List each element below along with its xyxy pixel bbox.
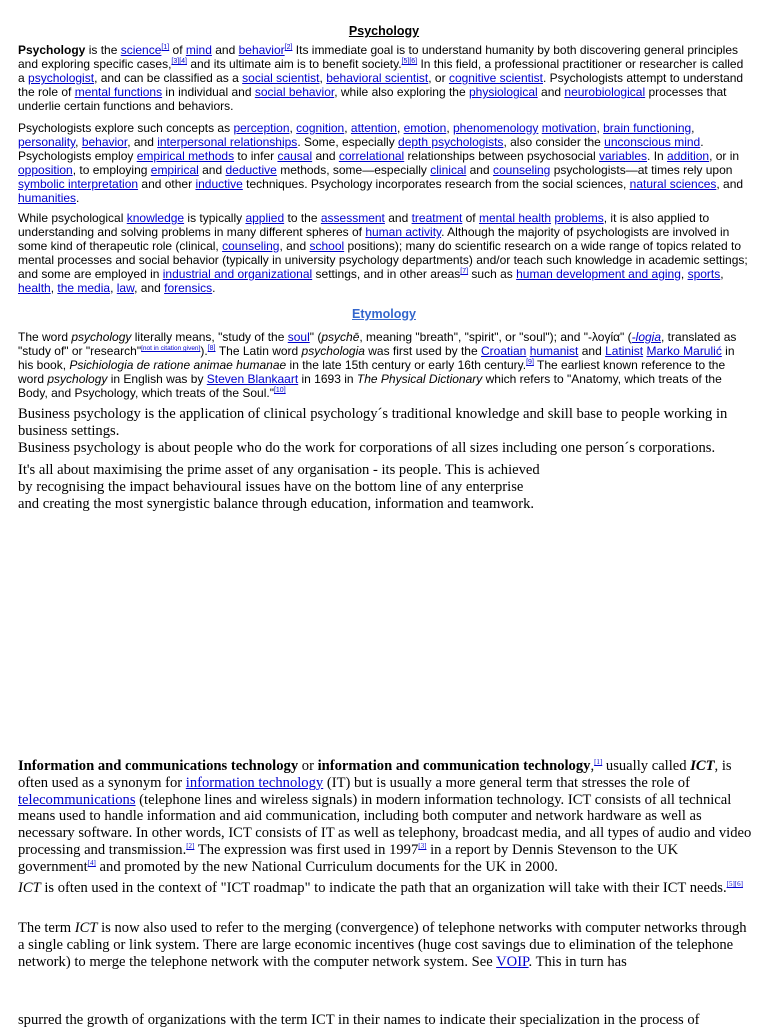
link-personality[interactable]: personality [18, 135, 76, 149]
text: positions); many do scientific research on a wide range of topics related to mental processes and social behavior (typically in university psychology departments) and/or teach such knowledge in academic settings; and some are employed in [18, 239, 748, 281]
link-soul[interactable]: soul [287, 330, 310, 344]
text: or [298, 758, 318, 774]
text: , and [716, 177, 744, 191]
link-clinical[interactable]: clinical [430, 163, 467, 177]
text: by recognising the impact behavioural issues have on the bottom line of any enterprise [18, 478, 524, 495]
text: psychology [47, 372, 108, 386]
text: It's all about maximising the prime asset of any organisation - its people. This is achieved [18, 462, 540, 478]
link-correlational[interactable]: correlational [338, 149, 405, 163]
link-unconscious-mind[interactable]: unconscious mind [604, 135, 701, 149]
text: , to employing [72, 163, 151, 177]
text: is now also used to refer to the merging (convergence) of telephone networks with computer networks through a single cabling or link system. There are large economic incentives (huge cost savings due to elimination of the telephone network) to merge the telephone network with the computer network system. See [18, 920, 747, 970]
text: . Psychologists employ [18, 135, 704, 163]
citation[interactable]: [2] [284, 44, 293, 51]
text: and [466, 163, 493, 177]
citation[interactable]: [4] [87, 858, 96, 867]
link-motivation[interactable]: motivation [541, 121, 597, 135]
link-humanist[interactable]: humanist [529, 344, 579, 358]
text: , or [428, 71, 449, 85]
link-addition[interactable]: addition [667, 149, 710, 163]
text: ICT [690, 758, 715, 774]
link-causal[interactable]: causal [277, 149, 313, 163]
link-behavioral-scientist[interactable]: behavioral scientist [326, 71, 429, 85]
text: relationships between psychosocial [404, 149, 599, 163]
text: , is often used as a synonym for [18, 758, 732, 791]
link-mind[interactable]: mind [185, 43, 212, 57]
citation[interactable]: [3] [418, 842, 427, 851]
business-psychology-paragraph [18, 406, 752, 456]
link-problems[interactable]: problems [554, 211, 604, 225]
text: , [691, 121, 695, 135]
text: Information and communications technology [18, 758, 299, 774]
term-psychology: Psychology [18, 43, 86, 57]
text: and [537, 85, 565, 99]
text: . This in turn has [528, 953, 627, 970]
text: spurred the growth of organizations with the term ICT in their names to indicate their specialization in the process of [18, 1012, 700, 1028]
text: , also consider the [503, 135, 605, 149]
link-emotion[interactable]: emotion [403, 121, 447, 135]
text: ). [200, 344, 208, 358]
citation[interactable]: [3][4] [171, 58, 187, 65]
link-opposition[interactable]: opposition [18, 163, 73, 177]
link-marko-marulic[interactable]: Marko Marulić [646, 344, 722, 358]
link-voip[interactable]: VOIP [496, 953, 529, 970]
text: , or in [709, 149, 740, 163]
citation[interactable]: [5][6] [401, 58, 418, 65]
text: in English was by [107, 372, 207, 386]
text: of [462, 211, 479, 225]
text: in the late 15th century or early 16th century. [286, 358, 527, 372]
text: and [578, 344, 606, 358]
link-information-technology[interactable]: information technology [185, 774, 324, 791]
text: , and [134, 281, 165, 295]
ict-continuation-line [18, 1012, 752, 1029]
etymology-paragraph [18, 330, 752, 400]
ict-roadmap-paragraph [18, 880, 752, 897]
text: The expression was first used in 1997 [194, 841, 419, 858]
text: , [446, 121, 453, 135]
text: methods, some—especially [276, 163, 431, 177]
text: in individual and [162, 85, 255, 99]
text: (telephone lines and wireless signals) in modern information technology. ICT consists of all technical means used to handle information and aid communication, including both computer and network hardware as well as necessary software. In other words, ICT consists of IT as well as telephony, broadcast media, and all types of audio and video processing and transmission. [18, 791, 752, 858]
text: psychologia [301, 344, 365, 358]
text: in a report by Dennis Stevenson to the UK government [18, 841, 679, 875]
text: , [289, 121, 297, 135]
link-empirical-methods[interactable]: empirical methods [136, 149, 235, 163]
text: and [312, 149, 339, 163]
link-health[interactable]: health [18, 281, 51, 295]
link-symbolic-interpretation[interactable]: symbolic interpretation [18, 177, 139, 191]
text: , and can be classified as a [94, 71, 243, 85]
link-telecommunications[interactable]: telecommunications [18, 791, 136, 808]
text: and [211, 43, 239, 57]
text: and its ultimate aim is to benefit society. [187, 57, 402, 71]
link-sports[interactable]: sports [687, 267, 721, 281]
link-forensics[interactable]: forensics [164, 281, 213, 295]
text: was first used by the [364, 344, 481, 358]
link-interpersonal-relationships[interactable]: interpersonal relationships [157, 135, 298, 149]
text: of [169, 43, 186, 57]
text: The word [18, 330, 72, 344]
text: settings, and in other areas [312, 267, 461, 281]
text: , [110, 281, 117, 295]
text: to the [284, 211, 321, 225]
text: . Psychologists attempt to understand the role of [18, 71, 744, 99]
organisation-paragraph [18, 462, 752, 512]
link-behavior[interactable]: behavior [238, 43, 285, 57]
link-school[interactable]: school [309, 239, 345, 253]
link-counseling[interactable]: counseling [492, 163, 551, 177]
link-latinist[interactable]: Latinist [605, 344, 644, 358]
text: which refers to "Anatomy, which treats of the Body, and Psychology, which treats of the Soul." [18, 372, 722, 400]
text: , [396, 121, 404, 135]
text: , it is also applied to understanding and solving problems in many different spheres of [18, 211, 710, 239]
text: is typically [184, 211, 246, 225]
text: , [590, 758, 595, 774]
link-empirical[interactable]: empirical [150, 163, 199, 177]
text: and other [138, 177, 196, 191]
link-industrial-organizational[interactable]: industrial and organizational [162, 267, 313, 281]
text: . Although the majority of psychologists are involved in some kind of therapeutic role (clinical, [18, 225, 730, 253]
citation[interactable]: [9] [526, 359, 534, 366]
text: and [198, 163, 226, 177]
text: Psichiologia de ratione animae humanae [69, 358, 287, 372]
text: , [344, 121, 351, 135]
text: . [212, 281, 216, 295]
citation[interactable]: [8] [207, 345, 216, 352]
citation[interactable]: [2] [186, 842, 195, 851]
text: and promoted by the new National Curriculum documents for the UK in 2000. [95, 858, 558, 875]
citation[interactable]: [7] [460, 268, 469, 275]
text: , and [279, 239, 310, 253]
link-mental-functions[interactable]: mental functions [74, 85, 163, 99]
text: , [50, 281, 58, 295]
text: psychē [321, 330, 360, 344]
link-steven-blankaart[interactable]: Steven Blankaart [206, 372, 299, 386]
text: and creating the most synergistic balance through education, information and teamwork. [18, 495, 535, 512]
text: In this field, a professional practitioner or researcher is called a [18, 57, 744, 85]
link-natural-sciences[interactable]: natural sciences [629, 177, 717, 191]
link-law[interactable]: law [116, 281, 135, 295]
link-variables[interactable]: variables [599, 149, 648, 163]
applications-paragraph [18, 211, 752, 295]
link-the-media[interactable]: the media [57, 281, 111, 295]
citation[interactable]: [5][6] [726, 880, 743, 889]
link-human-activity[interactable]: human activity [365, 225, 442, 239]
link-attention[interactable]: attention [350, 121, 397, 135]
ict-convergence-paragraph [18, 920, 752, 970]
link-logia[interactable]: -logia [631, 330, 662, 344]
text: to infer [234, 149, 278, 163]
text: Its immediate goal is to understand humanity by both discovering general principles and exploring specific cases, [18, 43, 739, 71]
text: While psychological [18, 211, 127, 225]
text: in his book, [18, 344, 735, 372]
text: usually called [602, 758, 691, 774]
text: . Some, especially [297, 135, 399, 149]
link-perception[interactable]: perception [233, 121, 290, 135]
text: , [596, 121, 604, 135]
text: , [720, 267, 724, 281]
text: information and communication technology [317, 758, 591, 774]
text: The earliest known reference to the word [18, 358, 726, 386]
link-inductive[interactable]: inductive [195, 177, 243, 191]
link-science[interactable]: science [120, 43, 162, 57]
text: techniques. Psychology incorporates research from the social sciences, [242, 177, 630, 191]
link-treatment[interactable]: treatment [411, 211, 463, 225]
text: ICT [74, 920, 98, 936]
text: The Physical Dictionary [356, 372, 483, 386]
text: , while also exploring the [334, 85, 469, 99]
concepts-paragraph [18, 121, 752, 205]
text: . In [647, 149, 668, 163]
text: The Latin word [215, 344, 302, 358]
text: , [680, 267, 688, 281]
text: processes that underlie certain functions and behaviors. [18, 85, 727, 113]
text: and [384, 211, 412, 225]
link-humanities[interactable]: humanities [18, 191, 77, 205]
link-counseling[interactable]: counseling [222, 239, 280, 253]
text: Business psychology is the application of clinical psychology´s traditional knowledge and skill base to people working in business settings. [18, 406, 728, 439]
text: in 1693 in [298, 372, 357, 386]
link-psychologist[interactable]: psychologist [28, 71, 95, 85]
text: Psychologists explore such concepts as [18, 121, 234, 135]
link-cognition[interactable]: cognition [296, 121, 345, 135]
text: " ( [309, 330, 322, 344]
text: The term [18, 920, 75, 936]
text: is the [85, 43, 121, 57]
citation-needed[interactable]: [not in citation given] [141, 345, 201, 352]
ict-paragraph [18, 758, 752, 876]
text: Business psychology is about people who do the work for corporations of all sizes including one person´s corporations. [18, 439, 716, 456]
link-social-scientist[interactable]: social scientist [242, 71, 320, 85]
link-human-development-aging[interactable]: human development and aging [516, 267, 681, 281]
link-deductive[interactable]: deductive [225, 163, 277, 177]
text: psychologists—at times rely upon [550, 163, 733, 177]
text: is often used in the context of "ICT roadmap" to indicate the path that an organization will take with their ICT needs. [40, 880, 727, 896]
link-social-behavior[interactable]: social behavior [254, 85, 335, 99]
link-depth-psychologists[interactable]: depth psychologists [398, 135, 504, 149]
link-behavior[interactable]: behavior [81, 135, 128, 149]
citation[interactable]: [1] [594, 758, 603, 767]
link-phenomenology[interactable]: phenomenology [452, 121, 539, 135]
text: , translated as "study of" or "research" [18, 330, 737, 358]
link-brain-functioning[interactable]: brain functioning [603, 121, 692, 135]
link-croatian[interactable]: Croatian [480, 344, 527, 358]
text: . [76, 191, 80, 205]
link-cognitive-scientist[interactable]: cognitive scientist [448, 71, 543, 85]
link-physiological[interactable]: physiological [468, 85, 538, 99]
text: (IT) but is usually a more general term that stresses the role of [323, 774, 690, 791]
page-title: Psychology [348, 24, 420, 38]
text: , meaning "breath", "spirit", or "soul"); and "-λογία" ( [359, 330, 632, 344]
citation[interactable]: [1] [161, 44, 170, 51]
link-applied[interactable]: applied [245, 211, 285, 225]
text: ICT [18, 880, 41, 896]
text: psychology [71, 330, 132, 344]
link-knowledge[interactable]: knowledge [126, 211, 185, 225]
link-neurobiological[interactable]: neurobiological [564, 85, 646, 99]
text: , and [127, 135, 158, 149]
citation[interactable]: [10] [273, 387, 286, 394]
text: such as [468, 267, 517, 281]
etymology-heading[interactable]: Etymology [352, 307, 416, 321]
text: , [319, 71, 327, 85]
intro-paragraph [18, 43, 752, 113]
link-assessment[interactable]: assessment [320, 211, 385, 225]
text: literally means, "study of the [131, 330, 288, 344]
text: , [75, 135, 82, 149]
link-mental-health[interactable]: mental health [478, 211, 552, 225]
